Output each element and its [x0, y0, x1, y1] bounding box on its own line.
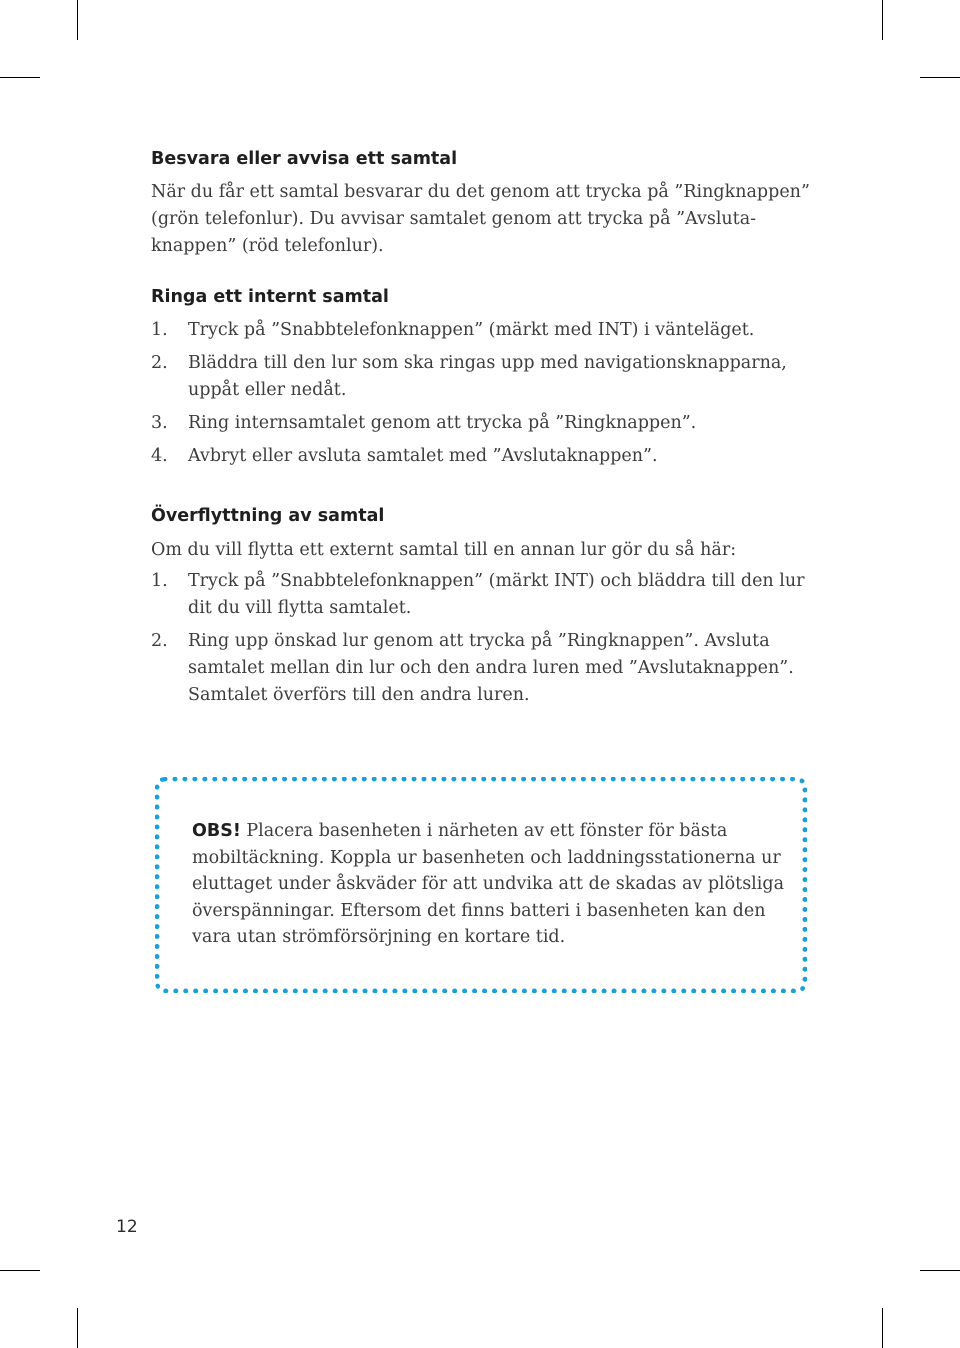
page-number: 12	[116, 1217, 138, 1237]
section-body-answer: När du får ett samtal besvarar du det genom att trycka på ”Ringknappen” (grön telefonlur). Du avvisar samtalet genom att trycka på ”Avsluta-knappen” (röd telefonlur).	[151, 182, 810, 256]
list-item: 1. Tryck på ”Snabbtelefonknappen” (märkt INT) och bläddra till den lur dit du vill flytta samtalet.	[151, 571, 805, 618]
page-content	[151, 146, 831, 709]
notice-body: Placera basenheten i närheten av ett fönster för bästa mobiltäckning. Koppla ur basenheten och laddningsstationerna ur eluttaget under åskväder för att undvika att de skadas av plötsliga överspänningar. Eftersom det finns batteri i basenheten kan den vara utan strömförsörjning en kortare tid.	[192, 821, 785, 948]
crop-mark-bottom-right-h	[920, 1270, 960, 1271]
crop-mark-top-left-h	[0, 77, 40, 78]
section-heading-answer: Besvara eller avvisa ett samtal	[151, 149, 458, 169]
list-item: 2. Ring upp önskad lur genom att trycka på ”Ringknappen”. Avsluta samtalet mellan din lur och den andra luren med ”Avslutaknappen”. Samtalet överförs till den andra luren.	[151, 631, 794, 705]
notice-text	[192, 818, 792, 951]
transfer-steps-list	[151, 568, 831, 709]
crop-mark-top-left	[77, 0, 78, 40]
section-heading-internal: Ringa ett internt samtal	[151, 287, 389, 307]
crop-mark-bottom-left-h	[0, 1270, 40, 1271]
section-intro-transfer: Om du vill flytta ett externt samtal till en annan lur gör du så här:	[151, 540, 737, 560]
crop-mark-bottom-left	[77, 1308, 78, 1348]
list-item: 3. Ring internsamtalet genom att trycka på ”Ringknappen”.	[151, 413, 697, 433]
list-item: 1. Tryck på ”Snabbtelefonknappen” (märkt med INT) i vänteläget.	[151, 320, 755, 340]
crop-mark-top-right-h	[920, 77, 960, 78]
internal-steps-list	[151, 317, 831, 470]
crop-mark-bottom-right	[882, 1308, 883, 1348]
list-item: 2. Bläddra till den lur som ska ringas upp med navigationsknapparna, uppåt eller nedåt.	[151, 353, 787, 400]
section-heading-transfer: Överflyttning av samtal	[151, 506, 385, 526]
notice-label: OBS!	[192, 821, 241, 841]
crop-mark-top-right	[882, 0, 883, 40]
list-item: 4. Avbryt eller avsluta samtalet med ”Avslutaknappen”.	[151, 446, 658, 466]
